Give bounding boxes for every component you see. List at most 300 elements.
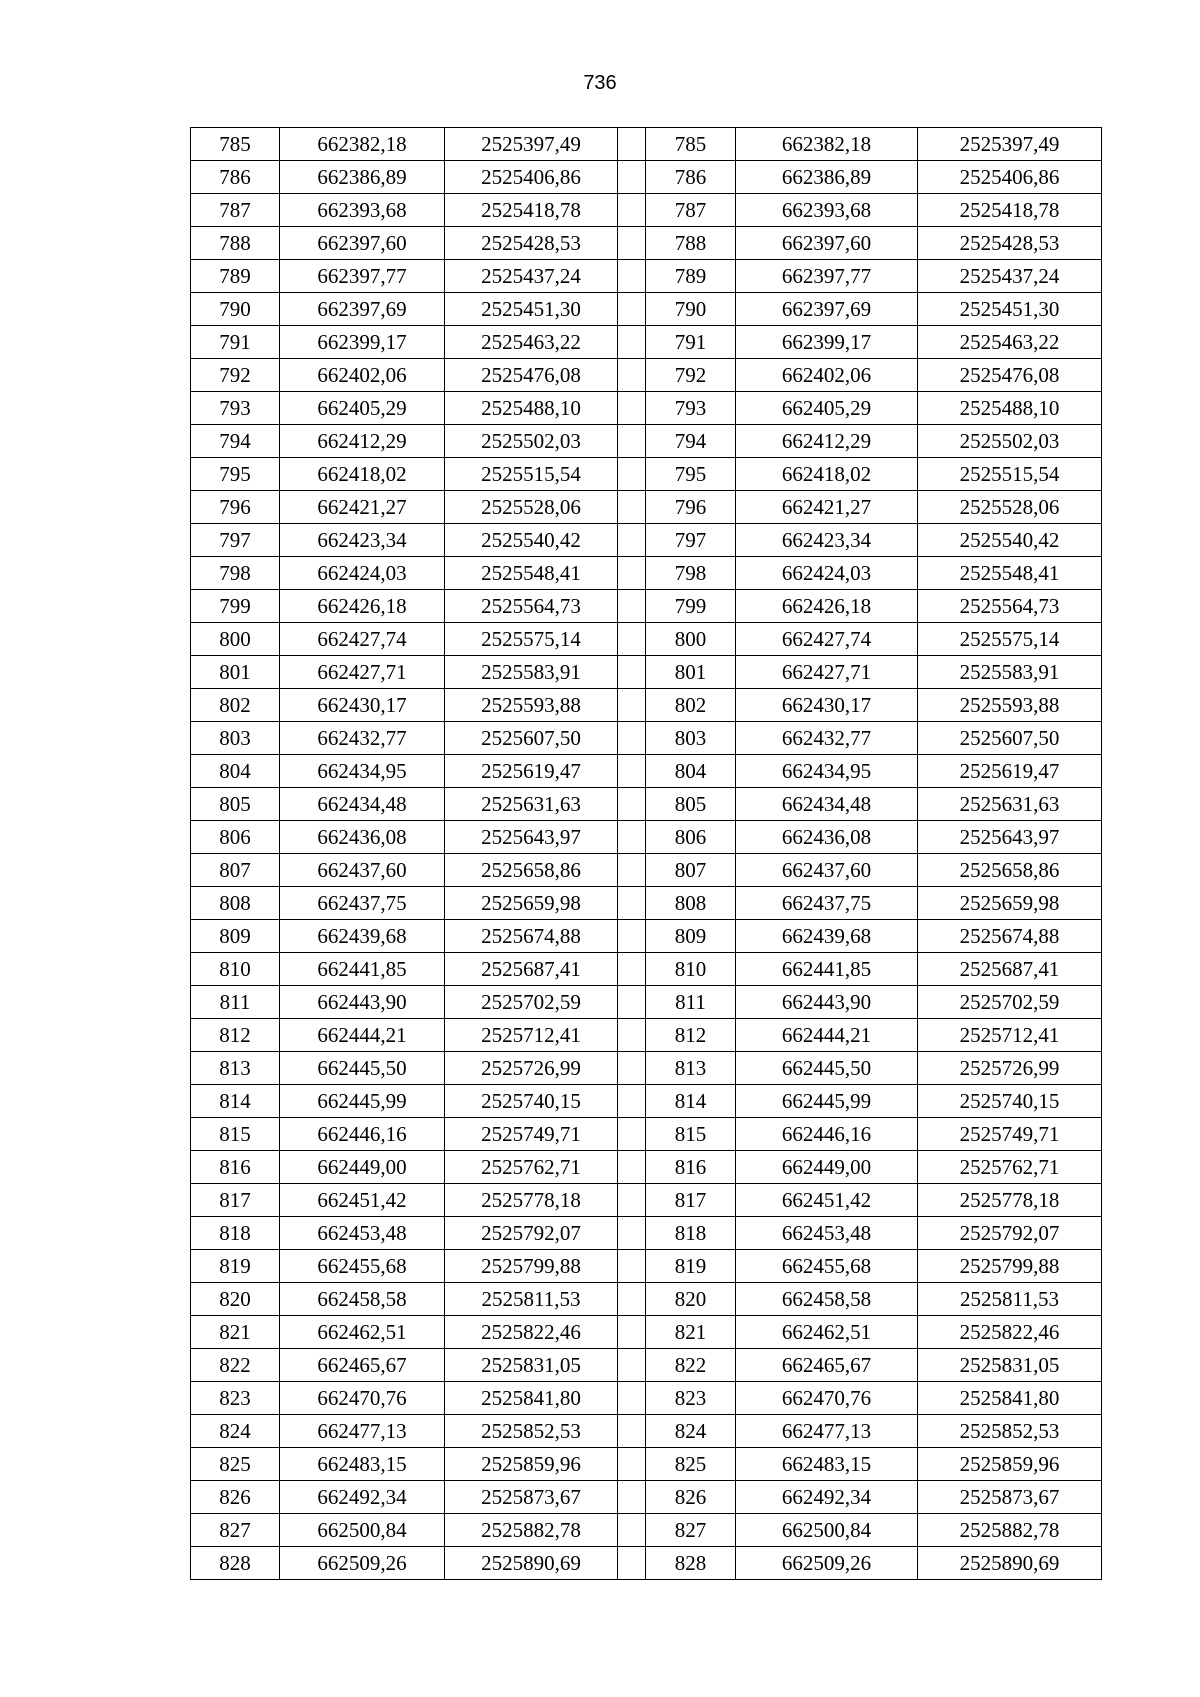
y-coordinate-cell: 2525564,73	[918, 590, 1102, 623]
table-row	[191, 623, 1102, 656]
spacer-cell	[618, 128, 646, 161]
point-number-cell: 806	[646, 821, 736, 854]
y-coordinate-cell: 2525528,06	[445, 491, 618, 524]
table-row	[191, 1349, 1102, 1382]
spacer-cell	[618, 722, 646, 755]
spacer-cell	[618, 1118, 646, 1151]
spacer-cell	[618, 1481, 646, 1514]
point-number-cell: 800	[191, 623, 280, 656]
y-coordinate-cell: 2525740,15	[918, 1085, 1102, 1118]
table-row	[191, 128, 1102, 161]
x-coordinate-cell: 662426,18	[280, 590, 445, 623]
point-number-cell: 818	[191, 1217, 280, 1250]
spacer-cell	[618, 1151, 646, 1184]
y-coordinate-cell: 2525515,54	[918, 458, 1102, 491]
y-coordinate-cell: 2525643,97	[918, 821, 1102, 854]
y-coordinate-cell: 2525687,41	[445, 953, 618, 986]
point-number-cell: 786	[646, 161, 736, 194]
x-coordinate-cell: 662418,02	[280, 458, 445, 491]
table-row	[191, 986, 1102, 1019]
y-coordinate-cell: 2525659,98	[918, 887, 1102, 920]
y-coordinate-cell: 2525702,59	[918, 986, 1102, 1019]
x-coordinate-cell: 662451,42	[736, 1184, 918, 1217]
y-coordinate-cell: 2525488,10	[445, 392, 618, 425]
point-number-cell: 797	[191, 524, 280, 557]
y-coordinate-cell: 2525502,03	[918, 425, 1102, 458]
y-coordinate-cell: 2525687,41	[918, 953, 1102, 986]
table-row	[191, 458, 1102, 491]
table-row	[191, 656, 1102, 689]
y-coordinate-cell: 2525811,53	[918, 1283, 1102, 1316]
x-coordinate-cell: 662397,60	[736, 227, 918, 260]
spacer-cell	[618, 1415, 646, 1448]
x-coordinate-cell: 662427,71	[280, 656, 445, 689]
point-number-cell: 820	[191, 1283, 280, 1316]
spacer-cell	[618, 425, 646, 458]
x-coordinate-cell: 662443,90	[736, 986, 918, 1019]
y-coordinate-cell: 2525890,69	[445, 1547, 618, 1580]
y-coordinate-cell: 2525418,78	[445, 194, 618, 227]
x-coordinate-cell: 662483,15	[736, 1448, 918, 1481]
x-coordinate-cell: 662432,77	[736, 722, 918, 755]
y-coordinate-cell: 2525643,97	[445, 821, 618, 854]
y-coordinate-cell: 2525799,88	[918, 1250, 1102, 1283]
y-coordinate-cell: 2525397,49	[918, 128, 1102, 161]
y-coordinate-cell: 2525822,46	[918, 1316, 1102, 1349]
x-coordinate-cell: 662458,58	[280, 1283, 445, 1316]
x-coordinate-cell: 662500,84	[736, 1514, 918, 1547]
point-number-cell: 785	[646, 128, 736, 161]
point-number-cell: 792	[646, 359, 736, 392]
y-coordinate-cell: 2525631,63	[445, 788, 618, 821]
point-number-cell: 788	[646, 227, 736, 260]
point-number-cell: 821	[191, 1316, 280, 1349]
spacer-cell	[618, 1547, 646, 1580]
point-number-cell: 807	[191, 854, 280, 887]
x-coordinate-cell: 662427,71	[736, 656, 918, 689]
y-coordinate-cell: 2525397,49	[445, 128, 618, 161]
x-coordinate-cell: 662436,08	[736, 821, 918, 854]
y-coordinate-cell: 2525476,08	[918, 359, 1102, 392]
x-coordinate-cell: 662500,84	[280, 1514, 445, 1547]
spacer-cell	[618, 227, 646, 260]
point-number-cell: 802	[191, 689, 280, 722]
y-coordinate-cell: 2525583,91	[445, 656, 618, 689]
point-number-cell: 793	[191, 392, 280, 425]
y-coordinate-cell: 2525658,86	[918, 854, 1102, 887]
spacer-cell	[618, 920, 646, 953]
x-coordinate-cell: 662444,21	[736, 1019, 918, 1052]
x-coordinate-cell: 662382,18	[280, 128, 445, 161]
spacer-cell	[618, 194, 646, 227]
x-coordinate-cell: 662439,68	[736, 920, 918, 953]
spacer-cell	[618, 1052, 646, 1085]
x-coordinate-cell: 662397,69	[280, 293, 445, 326]
table-row	[191, 821, 1102, 854]
x-coordinate-cell: 662509,26	[736, 1547, 918, 1580]
point-number-cell: 823	[646, 1382, 736, 1415]
x-coordinate-cell: 662441,85	[280, 953, 445, 986]
point-number-cell: 807	[646, 854, 736, 887]
x-coordinate-cell: 662426,18	[736, 590, 918, 623]
x-coordinate-cell: 662430,17	[736, 689, 918, 722]
spacer-cell	[618, 854, 646, 887]
table-row	[191, 590, 1102, 623]
y-coordinate-cell: 2525575,14	[918, 623, 1102, 656]
x-coordinate-cell: 662424,03	[280, 557, 445, 590]
point-number-cell: 806	[191, 821, 280, 854]
y-coordinate-cell: 2525778,18	[445, 1184, 618, 1217]
table-row	[191, 689, 1102, 722]
table-row	[191, 1052, 1102, 1085]
point-number-cell: 822	[191, 1349, 280, 1382]
point-number-cell: 788	[191, 227, 280, 260]
spacer-cell	[618, 392, 646, 425]
spacer-cell	[618, 260, 646, 293]
point-number-cell: 790	[191, 293, 280, 326]
table-row	[191, 1085, 1102, 1118]
x-coordinate-cell: 662439,68	[280, 920, 445, 953]
y-coordinate-cell: 2525451,30	[918, 293, 1102, 326]
x-coordinate-cell: 662427,74	[280, 623, 445, 656]
spacer-cell	[618, 755, 646, 788]
spacer-cell	[618, 1217, 646, 1250]
y-coordinate-cell: 2525528,06	[918, 491, 1102, 524]
y-coordinate-cell: 2525740,15	[445, 1085, 618, 1118]
spacer-cell	[618, 656, 646, 689]
table-row	[191, 392, 1102, 425]
point-number-cell: 827	[191, 1514, 280, 1547]
y-coordinate-cell: 2525619,47	[918, 755, 1102, 788]
y-coordinate-cell: 2525418,78	[918, 194, 1102, 227]
y-coordinate-cell: 2525674,88	[445, 920, 618, 953]
point-number-cell: 802	[646, 689, 736, 722]
x-coordinate-cell: 662397,69	[736, 293, 918, 326]
table-row	[191, 1283, 1102, 1316]
x-coordinate-cell: 662405,29	[736, 392, 918, 425]
spacer-cell	[618, 524, 646, 557]
x-coordinate-cell: 662393,68	[280, 194, 445, 227]
point-number-cell: 815	[191, 1118, 280, 1151]
y-coordinate-cell: 2525882,78	[445, 1514, 618, 1547]
point-number-cell: 799	[191, 590, 280, 623]
point-number-cell: 827	[646, 1514, 736, 1547]
point-number-cell: 811	[646, 986, 736, 1019]
point-number-cell: 816	[191, 1151, 280, 1184]
spacer-cell	[618, 788, 646, 821]
point-number-cell: 791	[646, 326, 736, 359]
table-row	[191, 425, 1102, 458]
y-coordinate-cell: 2525749,71	[918, 1118, 1102, 1151]
point-number-cell: 813	[191, 1052, 280, 1085]
x-coordinate-cell: 662449,00	[736, 1151, 918, 1184]
spacer-cell	[618, 359, 646, 392]
y-coordinate-cell: 2525859,96	[445, 1448, 618, 1481]
y-coordinate-cell: 2525428,53	[918, 227, 1102, 260]
point-number-cell: 803	[646, 722, 736, 755]
spacer-cell	[618, 557, 646, 590]
y-coordinate-cell: 2525841,80	[445, 1382, 618, 1415]
point-number-cell: 813	[646, 1052, 736, 1085]
y-coordinate-cell: 2525619,47	[445, 755, 618, 788]
point-number-cell: 824	[191, 1415, 280, 1448]
table-row	[191, 1316, 1102, 1349]
table-row	[191, 491, 1102, 524]
x-coordinate-cell: 662386,89	[736, 161, 918, 194]
point-number-cell: 800	[646, 623, 736, 656]
page-number: 736	[583, 72, 617, 94]
spacer-cell	[618, 1250, 646, 1283]
point-number-cell: 820	[646, 1283, 736, 1316]
y-coordinate-cell: 2525428,53	[445, 227, 618, 260]
table-row	[191, 161, 1102, 194]
spacer-cell	[618, 1349, 646, 1382]
spacer-cell	[618, 986, 646, 1019]
x-coordinate-cell: 662444,21	[280, 1019, 445, 1052]
y-coordinate-cell: 2525476,08	[445, 359, 618, 392]
point-number-cell: 801	[191, 656, 280, 689]
table-row	[191, 326, 1102, 359]
table-row	[191, 260, 1102, 293]
spacer-cell	[618, 1283, 646, 1316]
spacer-cell	[618, 1019, 646, 1052]
y-coordinate-cell: 2525502,03	[445, 425, 618, 458]
point-number-cell: 794	[646, 425, 736, 458]
table-row	[191, 854, 1102, 887]
x-coordinate-cell: 662436,08	[280, 821, 445, 854]
point-number-cell: 796	[646, 491, 736, 524]
x-coordinate-cell: 662424,03	[736, 557, 918, 590]
point-number-cell: 789	[191, 260, 280, 293]
point-number-cell: 810	[191, 953, 280, 986]
point-number-cell: 810	[646, 953, 736, 986]
x-coordinate-cell: 662402,06	[280, 359, 445, 392]
x-coordinate-cell: 662462,51	[280, 1316, 445, 1349]
point-number-cell: 812	[191, 1019, 280, 1052]
spacer-cell	[618, 491, 646, 524]
point-number-cell: 801	[646, 656, 736, 689]
table-row	[191, 359, 1102, 392]
point-number-cell: 805	[191, 788, 280, 821]
point-number-cell: 798	[191, 557, 280, 590]
x-coordinate-cell: 662443,90	[280, 986, 445, 1019]
y-coordinate-cell: 2525762,71	[445, 1151, 618, 1184]
x-coordinate-cell: 662451,42	[280, 1184, 445, 1217]
x-coordinate-cell: 662405,29	[280, 392, 445, 425]
x-coordinate-cell: 662418,02	[736, 458, 918, 491]
table-row	[191, 293, 1102, 326]
y-coordinate-cell: 2525831,05	[918, 1349, 1102, 1382]
x-coordinate-cell: 662445,99	[280, 1085, 445, 1118]
coordinates-table-body	[191, 128, 1102, 1580]
spacer-cell	[618, 1184, 646, 1217]
y-coordinate-cell: 2525540,42	[918, 524, 1102, 557]
x-coordinate-cell: 662399,17	[736, 326, 918, 359]
x-coordinate-cell: 662382,18	[736, 128, 918, 161]
point-number-cell: 803	[191, 722, 280, 755]
y-coordinate-cell: 2525659,98	[445, 887, 618, 920]
y-coordinate-cell: 2525674,88	[918, 920, 1102, 953]
point-number-cell: 787	[191, 194, 280, 227]
y-coordinate-cell: 2525437,24	[445, 260, 618, 293]
x-coordinate-cell: 662509,26	[280, 1547, 445, 1580]
y-coordinate-cell: 2525583,91	[918, 656, 1102, 689]
point-number-cell: 826	[646, 1481, 736, 1514]
y-coordinate-cell: 2525852,53	[918, 1415, 1102, 1448]
coordinates-table	[190, 127, 1102, 1580]
x-coordinate-cell: 662437,60	[280, 854, 445, 887]
point-number-cell: 819	[646, 1250, 736, 1283]
point-number-cell: 794	[191, 425, 280, 458]
x-coordinate-cell: 662427,74	[736, 623, 918, 656]
point-number-cell: 824	[646, 1415, 736, 1448]
y-coordinate-cell: 2525540,42	[445, 524, 618, 557]
y-coordinate-cell: 2525873,67	[918, 1481, 1102, 1514]
x-coordinate-cell: 662423,34	[280, 524, 445, 557]
table-row	[191, 194, 1102, 227]
x-coordinate-cell: 662465,67	[736, 1349, 918, 1382]
y-coordinate-cell: 2525463,22	[918, 326, 1102, 359]
x-coordinate-cell: 662421,27	[280, 491, 445, 524]
point-number-cell: 812	[646, 1019, 736, 1052]
point-number-cell: 821	[646, 1316, 736, 1349]
table-row	[191, 1118, 1102, 1151]
x-coordinate-cell: 662477,13	[280, 1415, 445, 1448]
y-coordinate-cell: 2525488,10	[918, 392, 1102, 425]
y-coordinate-cell: 2525451,30	[445, 293, 618, 326]
point-number-cell: 804	[191, 755, 280, 788]
point-number-cell: 819	[191, 1250, 280, 1283]
x-coordinate-cell: 662453,48	[280, 1217, 445, 1250]
x-coordinate-cell: 662434,95	[736, 755, 918, 788]
table-row	[191, 1151, 1102, 1184]
y-coordinate-cell: 2525658,86	[445, 854, 618, 887]
y-coordinate-cell: 2525859,96	[918, 1448, 1102, 1481]
spacer-cell	[618, 623, 646, 656]
point-number-cell: 796	[191, 491, 280, 524]
point-number-cell: 797	[646, 524, 736, 557]
x-coordinate-cell: 662437,75	[280, 887, 445, 920]
point-number-cell: 789	[646, 260, 736, 293]
spacer-cell	[618, 821, 646, 854]
point-number-cell: 823	[191, 1382, 280, 1415]
x-coordinate-cell: 662492,34	[736, 1481, 918, 1514]
spacer-cell	[618, 1316, 646, 1349]
table-row	[191, 1019, 1102, 1052]
x-coordinate-cell: 662445,99	[736, 1085, 918, 1118]
point-number-cell: 817	[646, 1184, 736, 1217]
y-coordinate-cell: 2525631,63	[918, 788, 1102, 821]
y-coordinate-cell: 2525607,50	[445, 722, 618, 755]
table-row	[191, 1547, 1102, 1580]
y-coordinate-cell: 2525712,41	[918, 1019, 1102, 1052]
y-coordinate-cell: 2525564,73	[445, 590, 618, 623]
y-coordinate-cell: 2525749,71	[445, 1118, 618, 1151]
y-coordinate-cell: 2525831,05	[445, 1349, 618, 1382]
y-coordinate-cell: 2525548,41	[918, 557, 1102, 590]
spacer-cell	[618, 293, 646, 326]
x-coordinate-cell: 662437,60	[736, 854, 918, 887]
y-coordinate-cell: 2525873,67	[445, 1481, 618, 1514]
x-coordinate-cell: 662434,48	[736, 788, 918, 821]
point-number-cell: 791	[191, 326, 280, 359]
point-number-cell: 786	[191, 161, 280, 194]
x-coordinate-cell: 662477,13	[736, 1415, 918, 1448]
point-number-cell: 799	[646, 590, 736, 623]
y-coordinate-cell: 2525548,41	[445, 557, 618, 590]
table-row	[191, 920, 1102, 953]
spacer-cell	[618, 689, 646, 722]
spacer-cell	[618, 1448, 646, 1481]
point-number-cell: 826	[191, 1481, 280, 1514]
x-coordinate-cell: 662492,34	[280, 1481, 445, 1514]
spacer-cell	[618, 1514, 646, 1547]
point-number-cell: 804	[646, 755, 736, 788]
y-coordinate-cell: 2525406,86	[445, 161, 618, 194]
table-row	[191, 887, 1102, 920]
spacer-cell	[618, 887, 646, 920]
table-row	[191, 788, 1102, 821]
spacer-cell	[618, 326, 646, 359]
point-number-cell: 809	[191, 920, 280, 953]
x-coordinate-cell: 662470,76	[280, 1382, 445, 1415]
point-number-cell: 828	[646, 1547, 736, 1580]
point-number-cell: 795	[646, 458, 736, 491]
x-coordinate-cell: 662465,67	[280, 1349, 445, 1382]
table-row	[191, 1415, 1102, 1448]
table-row	[191, 953, 1102, 986]
spacer-cell	[618, 1085, 646, 1118]
x-coordinate-cell: 662455,68	[280, 1250, 445, 1283]
x-coordinate-cell: 662434,48	[280, 788, 445, 821]
point-number-cell: 817	[191, 1184, 280, 1217]
x-coordinate-cell: 662458,58	[736, 1283, 918, 1316]
point-number-cell: 818	[646, 1217, 736, 1250]
spacer-cell	[618, 590, 646, 623]
point-number-cell: 825	[646, 1448, 736, 1481]
x-coordinate-cell: 662397,77	[736, 260, 918, 293]
point-number-cell: 825	[191, 1448, 280, 1481]
point-number-cell: 795	[191, 458, 280, 491]
x-coordinate-cell: 662441,85	[736, 953, 918, 986]
x-coordinate-cell: 662437,75	[736, 887, 918, 920]
point-number-cell: 811	[191, 986, 280, 1019]
x-coordinate-cell: 662470,76	[736, 1382, 918, 1415]
y-coordinate-cell: 2525811,53	[445, 1283, 618, 1316]
y-coordinate-cell: 2525515,54	[445, 458, 618, 491]
table-row	[191, 227, 1102, 260]
y-coordinate-cell: 2525406,86	[918, 161, 1102, 194]
y-coordinate-cell: 2525792,07	[445, 1217, 618, 1250]
point-number-cell: 822	[646, 1349, 736, 1382]
y-coordinate-cell: 2525852,53	[445, 1415, 618, 1448]
x-coordinate-cell: 662432,77	[280, 722, 445, 755]
x-coordinate-cell: 662483,15	[280, 1448, 445, 1481]
point-number-cell: 805	[646, 788, 736, 821]
x-coordinate-cell: 662423,34	[736, 524, 918, 557]
x-coordinate-cell: 662445,50	[280, 1052, 445, 1085]
x-coordinate-cell: 662434,95	[280, 755, 445, 788]
x-coordinate-cell: 662386,89	[280, 161, 445, 194]
point-number-cell: 814	[191, 1085, 280, 1118]
table-row	[191, 1481, 1102, 1514]
point-number-cell: 808	[191, 887, 280, 920]
y-coordinate-cell: 2525792,07	[918, 1217, 1102, 1250]
y-coordinate-cell: 2525437,24	[918, 260, 1102, 293]
y-coordinate-cell: 2525726,99	[445, 1052, 618, 1085]
table-row	[191, 722, 1102, 755]
table-row	[191, 1382, 1102, 1415]
